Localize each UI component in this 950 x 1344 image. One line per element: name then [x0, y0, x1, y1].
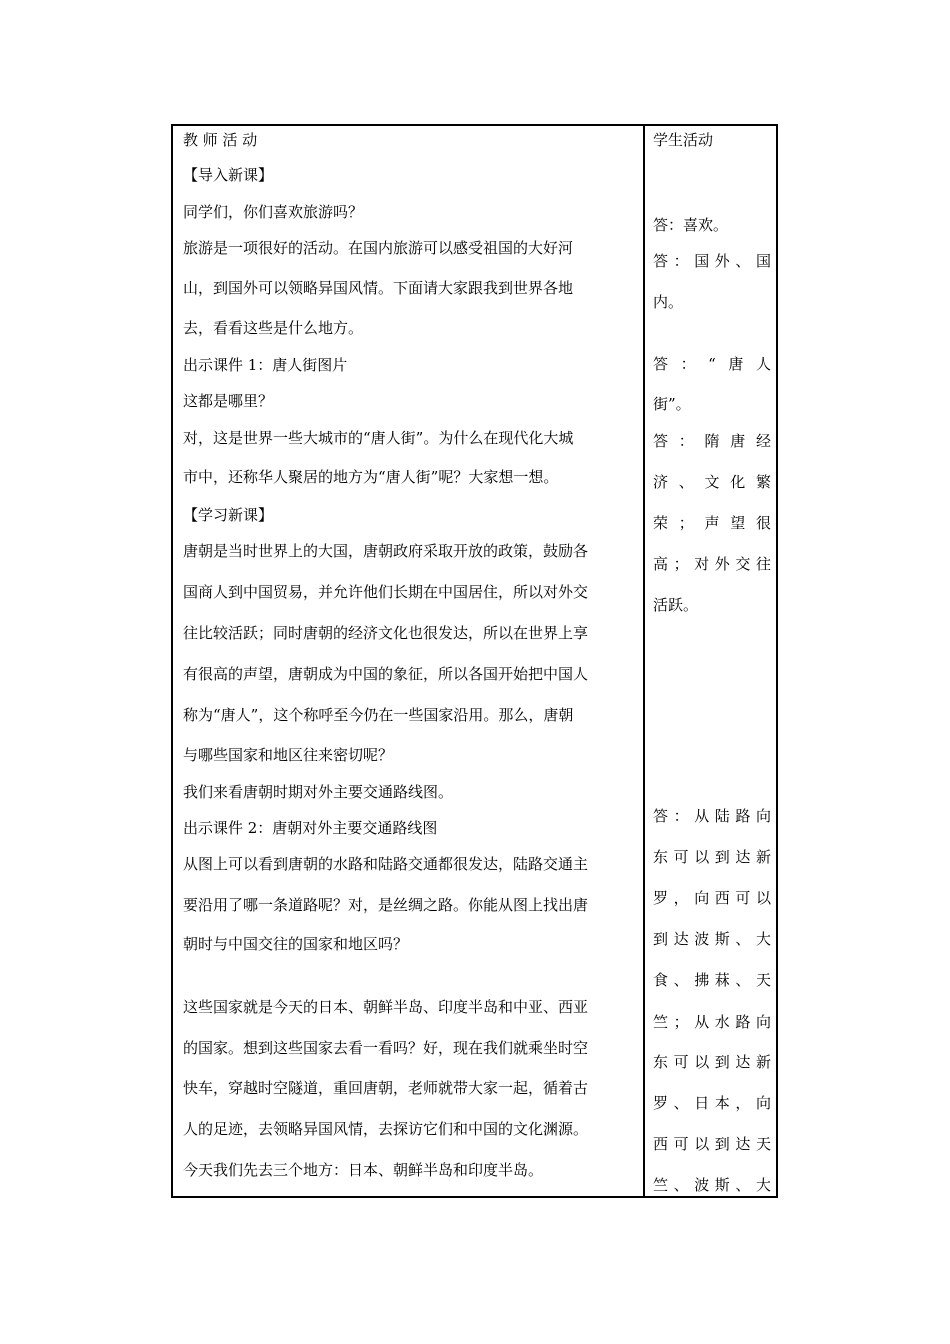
teacher-line: 唐朝是当时世界上的大国，唐朝政府采取开放的政策，鼓励各 — [183, 542, 589, 560]
student-answer-line: 答：喜欢。 — [653, 216, 729, 234]
teacher-line: 的国家。想到这些国家去看一看吗？好，现在我们就乘坐时空 — [183, 1039, 589, 1057]
teacher-line: 市中，还称华人聚居的地方为“唐人街”呢？大家想一想。 — [183, 468, 559, 486]
student-answer-line: 答：“唐人 — [653, 355, 771, 373]
teacher-line: 山，到国外可以领略异国风情。下面请大家跟我到世界各地 — [183, 279, 574, 297]
student-answer-line: 东可以到达新 — [653, 1053, 771, 1071]
student-answer-line: 到达波斯、大 — [653, 930, 771, 948]
teacher-column-header: 教 师 活 动 — [183, 131, 258, 149]
student-answer-line: 答：从陆路向 — [653, 807, 771, 825]
teacher-line: 有很高的声望，唐朝成为中国的象征，所以各国开始把中国人 — [183, 665, 589, 683]
teacher-line: 从图上可以看到唐朝的水路和陆路交通都很发达，陆路交通主 — [183, 855, 589, 873]
student-answer-line: 竺；从水路向 — [653, 1013, 771, 1031]
student-column-header: 学生活动 — [653, 131, 714, 149]
teacher-line: 出示课件 1：唐人街图片 — [183, 356, 348, 374]
student-answer-line: 西可以到达天 — [653, 1135, 771, 1153]
teacher-line: 我们来看唐朝时期对外主要交通路线图。 — [183, 783, 454, 801]
student-answer-line: 活跃。 — [653, 596, 699, 614]
student-answer-line: 罗、日本，向 — [653, 1094, 771, 1112]
student-answer-line: 食、拂菻、天 — [653, 971, 771, 989]
teacher-line: 快车，穿越时空隧道，重回唐朝，老师就带大家一起，循着古 — [183, 1079, 589, 1097]
teacher-line: 去，看看这些是什么地方。 — [183, 319, 364, 337]
student-answer-line: 内。 — [653, 293, 684, 311]
student-answer-line: 答：隋唐经 — [653, 432, 771, 450]
student-answer-line: 高；对外交往 — [653, 555, 771, 573]
lesson-table — [171, 124, 778, 1198]
student-answer-line: 济、文化繁 — [653, 473, 771, 491]
student-answer-line: 荣；声望很 — [653, 514, 771, 532]
teacher-line: 这些国家就是今天的日本、朝鲜半岛、印度半岛和中亚、西亚 — [183, 998, 589, 1016]
teacher-line: 国商人到中国贸易，并允许他们长期在中国居住，所以对外交 — [183, 583, 589, 601]
section-heading-new-lesson: 【学习新课】 — [183, 506, 274, 524]
student-answer-line: 街”。 — [653, 395, 691, 413]
teacher-line: 要沿用了哪一条道路呢？对，是丝绸之路。你能从图上找出唐 — [183, 896, 589, 914]
teacher-line: 出示课件 2：唐朝对外主要交通路线图 — [183, 819, 438, 837]
teacher-line: 朝时与中国交往的国家和地区吗？ — [183, 935, 409, 953]
teacher-line: 这都是哪里？ — [183, 392, 274, 410]
teacher-line: 人的足迹，去领略异国风情，去探访它们和中国的文化渊源。 — [183, 1120, 589, 1138]
teacher-line: 对，这是世界一些大城市的“唐人街”。为什么在现代化大城 — [183, 429, 574, 447]
student-answer-line: 罗，向西可以 — [653, 889, 771, 907]
student-answer-line: 竺、波斯、大 — [653, 1176, 771, 1194]
teacher-line: 今天我们先去三个地方：日本、朝鲜半岛和印度半岛。 — [183, 1161, 544, 1179]
section-heading-intro: 【导入新课】 — [183, 166, 274, 184]
teacher-line: 往比较活跃；同时唐朝的经济文化也很发达，所以在世界上享 — [183, 624, 589, 642]
student-answer-line: 答：国外、国 — [653, 252, 771, 270]
teacher-line: 称为“唐人”，这个称呼至今仍在一些国家沿用。那么，唐朝 — [183, 706, 574, 724]
student-answer-line: 东可以到达新 — [653, 848, 771, 866]
teacher-line: 同学们，你们喜欢旅游吗？ — [183, 203, 364, 221]
column-divider — [643, 126, 645, 1196]
teacher-line: 与哪些国家和地区往来密切呢？ — [183, 746, 394, 764]
teacher-line: 旅游是一项很好的活动。在国内旅游可以感受祖国的大好河 — [183, 239, 574, 257]
